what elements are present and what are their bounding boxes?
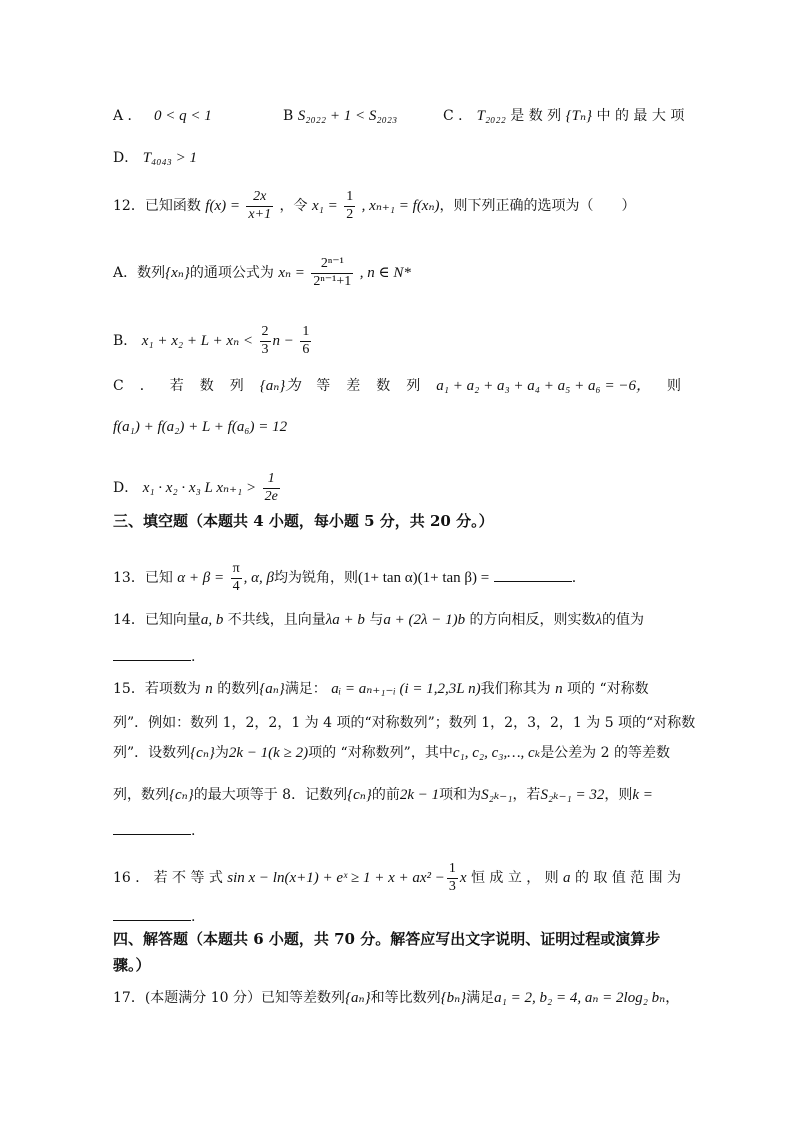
q11-options-row <box>113 109 683 124</box>
q13-answer-blank[interactable] <box>494 569 572 582</box>
q16-word: ， <box>526 870 541 887</box>
q17-t1: 和等比数列 <box>370 990 441 1006</box>
q15-line4-pre: 列，数列 <box>113 787 169 803</box>
q14-line1 <box>113 613 644 628</box>
q15-mid: 的数列 <box>217 681 260 697</box>
q12-option-c-word: ． <box>139 378 154 394</box>
q12-option-b-math: x₁ + x₂ + L + xₙ < <box>141 333 254 350</box>
q14-line2 <box>113 648 195 664</box>
q11-option-c <box>443 109 684 124</box>
q12-option-b-den2: 6 <box>302 341 310 357</box>
q16-word: 若 <box>153 870 168 887</box>
q12-f-num: 2x <box>253 189 267 204</box>
q15-line4-t5: ，则 <box>604 787 633 803</box>
q13 <box>113 562 576 594</box>
q13-den: 4 <box>232 578 240 594</box>
q13-pre: 13．已知 <box>113 570 173 587</box>
q16-answer-blank[interactable] <box>113 908 191 921</box>
q12-option-a-den: 2ⁿ⁻¹+1 <box>313 273 352 289</box>
q12-stem <box>113 190 636 222</box>
q12-recurrence: , xₙ₊₁ = f(xₙ) <box>361 198 440 215</box>
q12-option-a-mid: 的通项公式为 <box>189 265 274 282</box>
q12-option-c-word: 列 <box>406 378 421 394</box>
q12-option-b-fraction-2 <box>300 325 311 357</box>
q15-line4-seq: {cₙ} <box>169 787 194 803</box>
q12-option-a-lhs: xₙ = <box>278 265 305 282</box>
q11-option-b-label: B <box>283 108 294 124</box>
q12-option-d-label: D． <box>113 480 139 497</box>
q16-word: 的 <box>574 870 589 887</box>
q16-math: sin x − ln(x+1) + eˣ ≥ 1 + x + ax² − <box>227 870 445 887</box>
q16-word: 式 <box>208 870 223 887</box>
q11-option-a-label: A ． <box>113 108 142 124</box>
q17-math: a₁ = 2, b₂ = 4, aₙ = 2log₂ bₙ <box>494 990 666 1006</box>
q12-option-a-tail: , n ∈ N* <box>359 265 411 282</box>
q12-option-c-word: 列 <box>229 378 244 394</box>
section4-heading-line2: 骤。） <box>113 956 151 974</box>
q16-word: 值 <box>611 870 626 887</box>
q15-line4-t3: 项和为 <box>439 787 482 803</box>
q12-stem-pre: 已知函数 <box>144 198 201 215</box>
q12-option-b-label: B． <box>113 333 138 350</box>
q12-option-b-den: 3 <box>261 341 269 357</box>
q16-word: 围 <box>648 870 663 887</box>
q16-line2 <box>113 908 195 924</box>
q12-option-b-mid: n − <box>272 333 294 350</box>
q12-option-a-pre: A．数列 <box>113 265 166 282</box>
q12-option-c-word: 等 <box>316 378 331 394</box>
q12-option-a <box>113 257 411 289</box>
q12-option-d-fraction <box>263 472 280 504</box>
q11-option-c-label: C ． <box>443 108 473 124</box>
q15-line4-seq2: {cₙ} <box>347 787 372 803</box>
q16-line1 <box>113 862 681 894</box>
q12-option-c-line1 <box>113 379 681 394</box>
q11-option-c-seq: {Tₙ} <box>565 108 593 124</box>
q12-option-c-sum: a₁ + a₂ + a₃ + a₄ + a₅ + a₆ = −6， <box>436 378 651 394</box>
q11-option-d-label: D． <box>113 150 139 166</box>
q13-math-1: α + β = <box>177 570 225 587</box>
q12-option-c-math: f(a₁) + f(a₂) + L + f(a₆) = 12 <box>113 419 288 435</box>
q14-t2: 与 <box>369 612 384 628</box>
q17-end: ， <box>665 990 680 1006</box>
q14-pre: 14．已知向量 <box>113 612 201 628</box>
q11-option-b <box>283 109 397 124</box>
q12-option-d <box>113 472 282 504</box>
q12-option-d-den: 2e <box>264 488 278 504</box>
q16-word: 不 <box>172 870 187 887</box>
q15-line4-sum: S₂ₖ₋₁ <box>481 787 513 803</box>
q16-word: 等 <box>190 870 205 887</box>
q15-t2: 我们称其为 <box>480 681 551 697</box>
q12-option-c-word: 差 <box>346 378 361 394</box>
q13-mid: 均为锐角，则 <box>274 570 359 587</box>
q15-n2: n <box>555 681 563 697</box>
q13-math-3: (1+ tan α)(1+ tan β) = <box>358 570 490 587</box>
q15-end: . <box>191 823 196 839</box>
q15-line5 <box>113 822 195 838</box>
section4-heading-line1: 四、解答题（本题共 6 小题，共 70 分。解答应写出文字说明、证明过程或演算步 <box>113 930 661 948</box>
q13-end: . <box>571 570 577 587</box>
q12-f-lhs: f(x) = <box>205 198 240 215</box>
q14-math-4: λ <box>595 612 603 628</box>
q16-word: 为 <box>666 870 681 887</box>
q12-option-c-word: 数 <box>199 378 214 394</box>
q15-line4-t2: 的前 <box>371 787 400 803</box>
q14-math-1: a, b <box>200 612 224 628</box>
section3-heading: 三、填空题（本题共 4 小题，每小题 5 分，共 20 分。） <box>113 512 494 530</box>
q11-option-d-math: T₄₀₄₃ > 1 <box>142 150 198 166</box>
q12-option-d-num: 1 <box>267 471 275 486</box>
q15-line3-t2: 项的 “对称数列”，其中 <box>308 745 453 761</box>
q12-option-b <box>113 325 313 357</box>
q14-math-3: a + (2λ − 1)b <box>383 612 466 628</box>
q12-option-c-line2 <box>113 420 287 435</box>
q12-x1: x₁ = <box>312 198 338 215</box>
q15-t: 满足： <box>284 681 327 697</box>
q14-end: . <box>191 649 196 665</box>
q12-option-b-fraction-1 <box>260 325 271 357</box>
q15-line3 <box>113 746 670 761</box>
q16-word: 成 <box>489 870 504 887</box>
q16-word: 取 <box>593 870 608 887</box>
q12-f-den: x+1 <box>248 206 272 222</box>
q12-x1-den: 2 <box>346 206 354 222</box>
q16-den: 3 <box>448 878 456 894</box>
q15-line3-t3: 是公差为 2 的等差数 <box>540 745 670 761</box>
q12-f-fraction <box>246 190 273 222</box>
q15-n: n <box>205 681 213 697</box>
q16-num: 1 <box>448 861 456 876</box>
q16-inequality <box>227 862 466 894</box>
q12-option-a-num: 2ⁿ⁻¹ <box>320 256 344 271</box>
q13-math-2: , α, β <box>243 570 275 587</box>
q15-pre: 15．若项数为 <box>113 681 201 697</box>
q15-line3-math2: c₁, c₂, c₃,…, cₖ <box>452 745 541 761</box>
q13-num: π <box>232 561 240 576</box>
q13-fraction <box>231 562 242 594</box>
q12-stem-mid: ，令 <box>279 198 308 215</box>
q15-math: aᵢ = aₙ₊₁₋ᵢ (i = 1,2,3L n) <box>331 681 481 697</box>
q14-math-2: λa + b <box>325 612 365 628</box>
q15-answer-blank[interactable] <box>113 822 191 835</box>
q12-option-c-word: 数 <box>376 378 391 394</box>
q12-option-c-word: 则 <box>666 378 681 394</box>
q12-option-a-fraction <box>311 257 353 289</box>
q12-option-b-num2: 1 <box>302 324 310 339</box>
q15-line3-t1: 为 <box>214 745 229 761</box>
q12-x1-num: 1 <box>346 189 354 204</box>
q16-word: ． <box>135 870 150 887</box>
q15-line3-pre: 列”．设数列 <box>113 745 191 761</box>
q14-t1: 不共线，且向量 <box>227 612 326 628</box>
q11-option-c-text: 是 数 列 <box>510 108 562 124</box>
q17 <box>113 991 679 1006</box>
q15-line4-k: k = <box>632 787 653 803</box>
q17-t2: 满足 <box>466 990 495 1006</box>
q12-option-b-num: 2 <box>261 324 269 339</box>
q12-option-c-word: 若 <box>169 378 184 394</box>
q15-line4-t4: ，若 <box>512 787 541 803</box>
q15-line2: 列”．例如：数列 1，2，2，1 为 4 项的“对称数列”；数列 1，2，3，2，1 为 5 项的“对称数 <box>113 715 696 731</box>
q16-a: a <box>563 869 571 886</box>
q16-word: 则 <box>544 870 559 887</box>
q15-line3-seq: {cₙ} <box>190 745 215 761</box>
q15-line4-cond: S₂ₖ₋₁ = 32 <box>540 787 605 803</box>
q12-option-c-seq: {aₙ}为 <box>259 378 301 394</box>
q16-word: 恒 <box>471 870 485 887</box>
q15-line4-t1: 的最大项等于 8．记数列 <box>193 787 348 803</box>
q17-seq2: {bₙ} <box>440 990 467 1006</box>
q14-t4: 的值为 <box>602 612 645 628</box>
q12-number: 12． <box>113 198 145 215</box>
q15-line3-math: 2k − 1(k ≥ 2) <box>228 745 309 761</box>
q14-answer-blank[interactable] <box>113 648 191 661</box>
q15-line4-math: 2k − 1 <box>399 787 440 803</box>
q12-option-d-math: x₁ · x₂ · x₃ L xₙ₊₁ > <box>142 480 257 497</box>
q11-option-c-text2: 中 的 最 大 项 <box>596 108 685 124</box>
q17-pre: 17．(本题满分 10 分）已知等差数列 <box>113 990 345 1006</box>
q12-x1-fraction <box>344 190 355 222</box>
q15-line4 <box>113 788 653 803</box>
q11-option-d <box>113 151 197 166</box>
q17-seq1: {aₙ} <box>345 990 371 1006</box>
q16-end: . <box>191 909 196 925</box>
q16-fraction <box>447 862 458 894</box>
q16-word: 范 <box>630 870 645 887</box>
q11-option-c-math: T₂₀₂₂ <box>476 108 506 124</box>
q14-t3: 的方向相反，则实数 <box>469 612 596 628</box>
q16-x: x <box>459 870 467 887</box>
q12-stem-post: ，则下列正确的选项为（ ） <box>439 198 636 215</box>
q12-option-a-seq: {xₙ} <box>165 265 190 282</box>
q15-line1 <box>113 682 649 697</box>
q12-option-c-word: C <box>113 378 124 394</box>
q15-line1-end: 项的 “对称数 <box>567 681 649 697</box>
q11-option-b-math: S₂₀₂₂ + 1 < S₂₀₂₃ <box>297 108 398 124</box>
q16-word: 16 <box>113 870 131 887</box>
q16-word: 立 <box>507 870 522 887</box>
q15-seq: {aₙ} <box>259 681 285 697</box>
q11-option-a-math: 0 < q < 1 <box>154 108 212 124</box>
